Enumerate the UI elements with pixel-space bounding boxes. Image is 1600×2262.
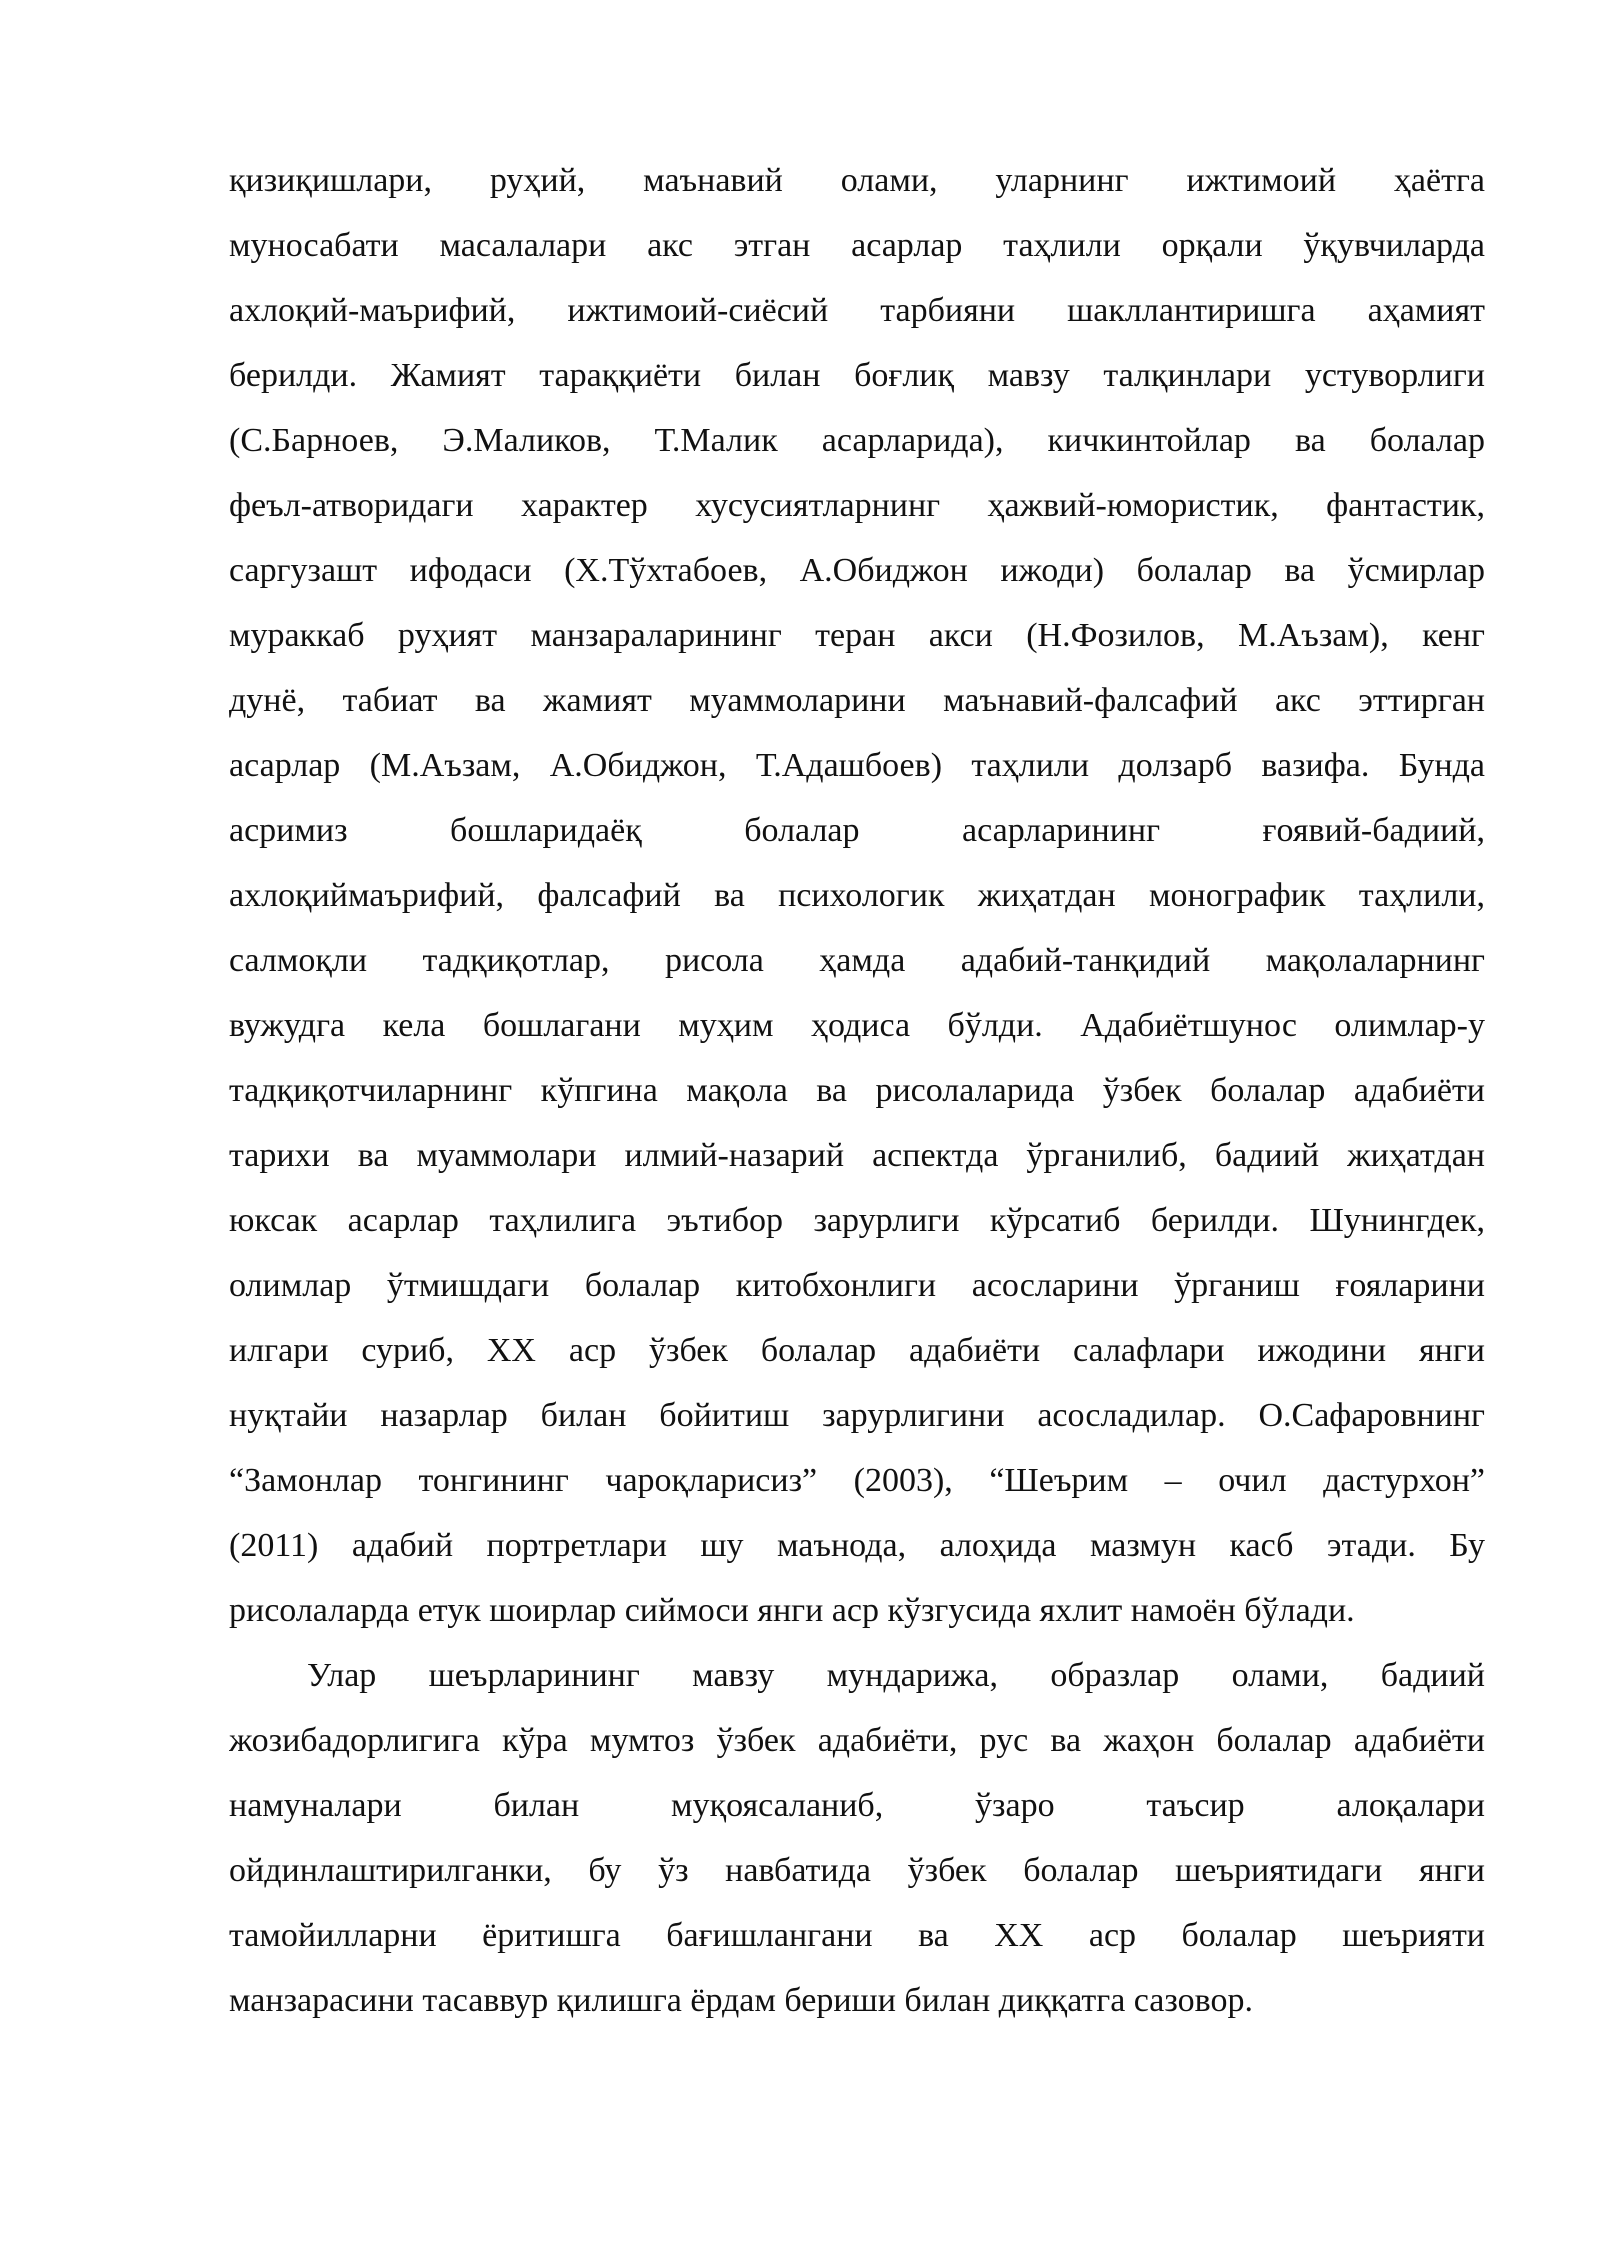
text-line: илгари суриб, ХХ аср ўзбек болалар адабиёти салафлари ижодини янги [229,1332,1485,1369]
text-line: ахлоқий-маърифий, ижтимоий-сиёсий тарбияни шакллантиришга аҳамият [229,292,1485,329]
text-line: тадқиқотчиларнинг кўпгина мақола ва рисолаларида ўзбек болалар адабиёти [229,1072,1485,1109]
text-line: салмоқли тадқиқотлар, рисола ҳамда адабий-танқидий мақолаларнинг [229,942,1485,979]
text-line: олимлар ўтмишдаги болалар китобхонлиги асосларини ўрганиш ғояларини [229,1267,1485,1304]
text-line: қизиқишлари, руҳий, маънавий олами, уларнинг ижтимоий ҳаётга [229,162,1485,199]
text-line: (2011) адабий портретлари шу маънода, алоҳида мазмун касб этади. Бу [229,1527,1485,1564]
text-line: “Замонлар тонгининг чароқларисиз” (2003), “Шеърим – очил дастурхон” [229,1462,1485,1499]
text-line: феъл-атворидаги характер хусусиятларнинг ҳажвий-юмористик, фантастик, [229,487,1485,524]
text-line: жозибадорлигига кўра мумтоз ўзбек адабиёти, рус ва жаҳон болалар адабиёти [229,1722,1485,1759]
text-line: нуқтайи назарлар билан бойитиш зарурлигини асосладилар. О.Сафаровнинг [229,1397,1485,1434]
text-line: муносабати масалалари акс этган асарлар таҳлили орқали ўқувчиларда [229,227,1485,264]
body-text [229,148,1485,2033]
text-line: саргузашт ифодаси (Х.Тўхтабоев, А.Обиджон ижоди) болалар ва ўсмирлар [229,552,1485,589]
text-line: ойдинлаштирилганки, бу ўз навбатида ўзбек болалар шеъриятидаги янги [229,1852,1485,1889]
paragraph [229,148,1485,1643]
text-line: дунё, табиат ва жамият муаммоларини маънавий-фалсафий акс эттирган [229,682,1485,719]
text-line: рисолаларда етук шоирлар сиймоси янги аср кўзгусида яхлит намоён бўлади. [229,1592,1355,1629]
text-line: ахлоқиймаърифий, фалсафий ва психологик жиҳатдан монографик таҳлили, [229,877,1485,914]
text-line: тарихи ва муаммолари илмий-назарий аспектда ўрганилиб, бадиий жиҳатдан [229,1137,1485,1174]
text-line: асримиз бошларидаёқ болалар асарларининг ғоявий-бадиий, [229,812,1485,849]
text-line: (С.Барноев, Э.Маликов, Т.Малик асарларида), кичкинтойлар ва болалар [229,422,1485,459]
text-line: асарлар (М.Аъзам, А.Обиджон, Т.Адашбоев) таҳлили долзарб вазифа. Бунда [229,747,1485,784]
text-line: берилди. Жамият тараққиёти билан боғлиқ мавзу талқинлари устуворлиги [229,357,1485,394]
text-line: мураккаб руҳият манзараларининг теран акси (Н.Фозилов, М.Аъзам), кенг [229,617,1485,654]
text-line: юксак асарлар таҳлилига эътибор зарурлиги кўрсатиб берилди. Шунингдек, [229,1202,1485,1239]
paragraph [229,1643,1485,2033]
text-line: вужудга кела бошлагани муҳим ҳодиса бўлди. Адабиётшунос олимлар-у [229,1007,1485,1044]
text-line: Улар шеърларининг мавзу мундарижа, образлар олами, бадиий [307,1657,1485,1694]
text-line: манзарасини тасаввур қилишга ёрдам бериши билан диққатга сазовор. [229,1982,1253,2019]
text-line: намуналари билан муқоясаланиб, ўзаро таъсир алоқалари [229,1787,1485,1824]
text-line: тамойилларни ёритишга бағишлангани ва ХХ аср болалар шеърияти [229,1917,1485,1954]
